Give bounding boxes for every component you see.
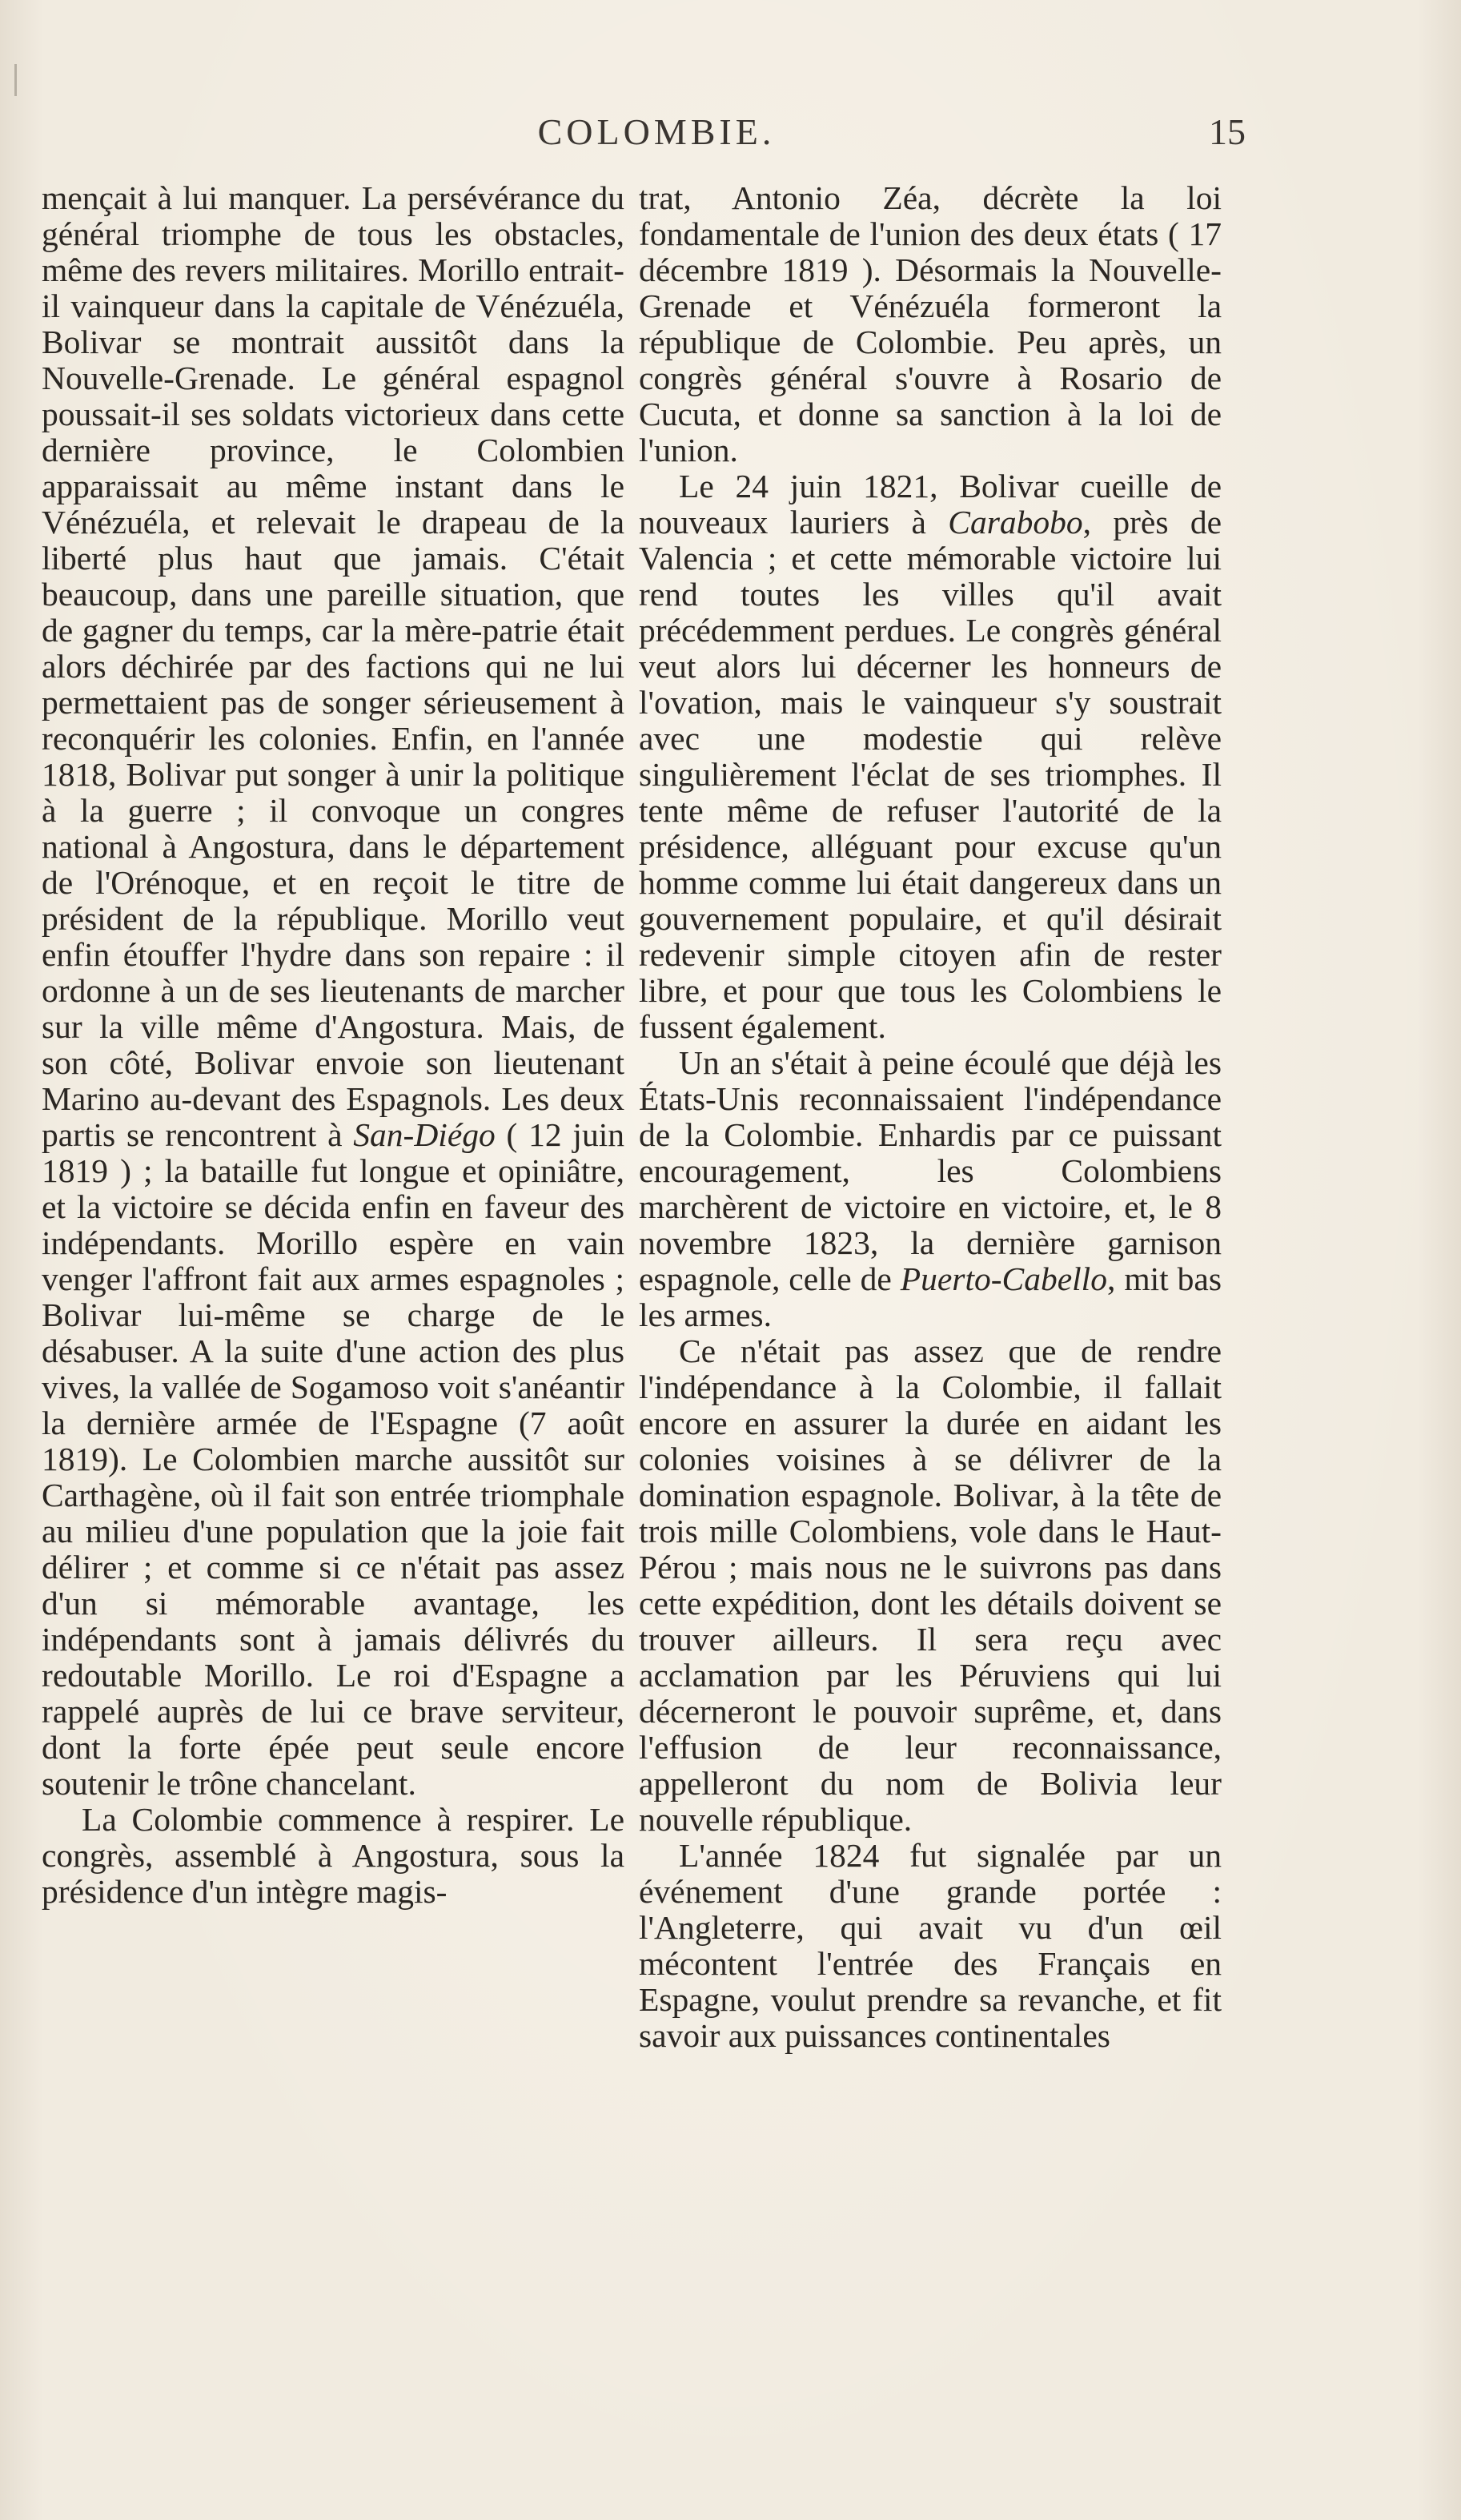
right-p3-text-end: , mit bas les armes. <box>639 1260 1222 1333</box>
left-p1-italic: San-Diégo <box>353 1116 496 1153</box>
left-p1-text: mençait à lui manquer. La persévérance du général triomphe de tous les obstacles, même des revers militaires. Morillo entrait-il vainqueur dans la capitale de Vénézuéla, Bolivar se montrait aussitôt dans la Nouvelle-Grenade. Le général espagnol poussait-il ses soldats victorieux dans cette dernière province, le Colombien apparaissait au même instant dans le Vénézuéla, et relevait le drapeau de la liberté plus haut que jamais. C'était beaucoup, dans une pareille situation, que de gagner du temps, car la mère-patrie était alors déchirée par des factions qui ne lui permettaient pas de songer sérieusement à reconquérir les colonies. Enfin, en l'année 1818, Bolivar put songer à unir la politique à la guerre ; il convoque un congres national à Angostura, dans le département de l'Orénoque, et en reçoit le titre de président de la république. Morillo veut enfin étouffer l'hydre dans son repaire : il ordonne à un de ses lieutenants de marcher sur la ville même d'Angostura. Mais, de son côté, Bolivar envoie son lieutenant Marino au-devant des Espagnols. Les deux partis se rencontrent à <box>42 179 624 1153</box>
right-paragraph-1: trat, Antonio Zéa, décrète la loi fondamentale de l'union des deux états ( 17 décembre 1819 ). Désormais la Nouvelle-Grenade et Vénézuéla formeront la république de Colombie. Peu après, un congrès général s'ouvre à Rosario de Cucuta, et donne sa sanction à la loi de l'union. <box>639 179 1222 468</box>
right-paragraph-5: L'année 1824 fut signalée par un événement d'une grande portée : l'Angleterre, qui avait vu d'un œil mécontent l'entrée des Français en Espagne, voulut prendre sa revanche, et fit savoir aux puissances continentales <box>639 1837 1222 2054</box>
left-column <box>42 180 624 1910</box>
right-paragraph-4: Ce n'était pas assez que de rendre l'indépendance à la Colombie, il fallait encore en assurer la durée en aidant les colonies voisines à se délivrer de la domination espagnole. Bolivar, à la tête de trois mille Colombiens, vole dans le Haut-Pérou ; mais nous ne le suivrons pas dans cette expédition, dont les détails doivent se trouver ailleurs. Il sera reçu avec acclamation par les Péruviens qui lui décerneront le pouvoir suprême, et, dans l'effusion de leur reconnaissance, appelleront du nom de Bolivia leur nouvelle république. <box>639 1332 1222 1838</box>
left-paragraph-2: La Colombie commence à respirer. Le congrès, assemblé à Angostura, sous la présidence d'un intègre magis- <box>42 1801 624 1910</box>
right-paragraph-2 <box>639 468 1222 1045</box>
page-edge-mark <box>14 64 17 96</box>
right-column <box>639 180 1222 2054</box>
running-title: COLOMBIE. <box>537 111 776 152</box>
left-p1-text-end: ( 12 juin 1819 ) ; la bataille fut longue et opiniâtre, et la victoire se décida enfin en faveur des indépendants. Morillo espère en vain venger l'affront fait aux armes espagnoles ; Bolivar lui-même se charge de le désabuser. A la suite d'une action des plus vives, la vallée de Sogamoso voit s'anéantir la dernière armée de l'Espagne (7 août 1819). Le Colombien marche aussitôt sur Carthagène, où il fait son entrée triomphale au milieu d'une population que la joie fait délirer ; et comme si ce n'était pas assez d'un si mémorable avantage, les indépendants sont à jamais délivrés du redoutable Morillo. Le roi d'Espagne a rappelé auprès de lui ce brave serviteur, dont la forte épée peut seule encore soutenir le trône chancelant. <box>42 1116 624 1802</box>
page-number: 15 <box>1209 111 1246 152</box>
right-paragraph-3 <box>639 1045 1222 1333</box>
right-p3-italic: Puerto-Cabello <box>900 1260 1107 1297</box>
right-p3-text: Un an s'était à peine écoulé que déjà les États-Unis reconnaissaient l'indépendance de la Colombie. Enhardis par ce puissant encouragement, les Colombiens marchèrent de victoire en victoire, et, le 8 novembre 1823, la dernière garnison espagnole, celle de <box>639 1044 1222 1297</box>
right-p2-italic: Carabobo <box>948 504 1083 541</box>
right-p2-text-end: , près de Valencia ; et cette mémorable victoire lui rend toutes les villes qu'il avait précédemment perdues. Le congrès général veut alors lui décerner les honneurs de l'ovation, mais le vainqueur s'y soustrait avec une modestie qui relève singulièrement l'éclat de ses triomphes. Il tente même de refuser l'autorité de la présidence, alléguant pour excuse qu'un homme comme lui était dangereux dans un gouvernement populaire, et qu'il désirait redevenir simple citoyen afin de rester libre, et pour que tous les Colombiens le fussent également. <box>639 504 1222 1045</box>
right-p2-text: Le 24 juin 1821, Bolivar cueille de nouveaux lauriers à <box>639 468 1222 541</box>
left-paragraph-1 <box>42 180 624 1802</box>
